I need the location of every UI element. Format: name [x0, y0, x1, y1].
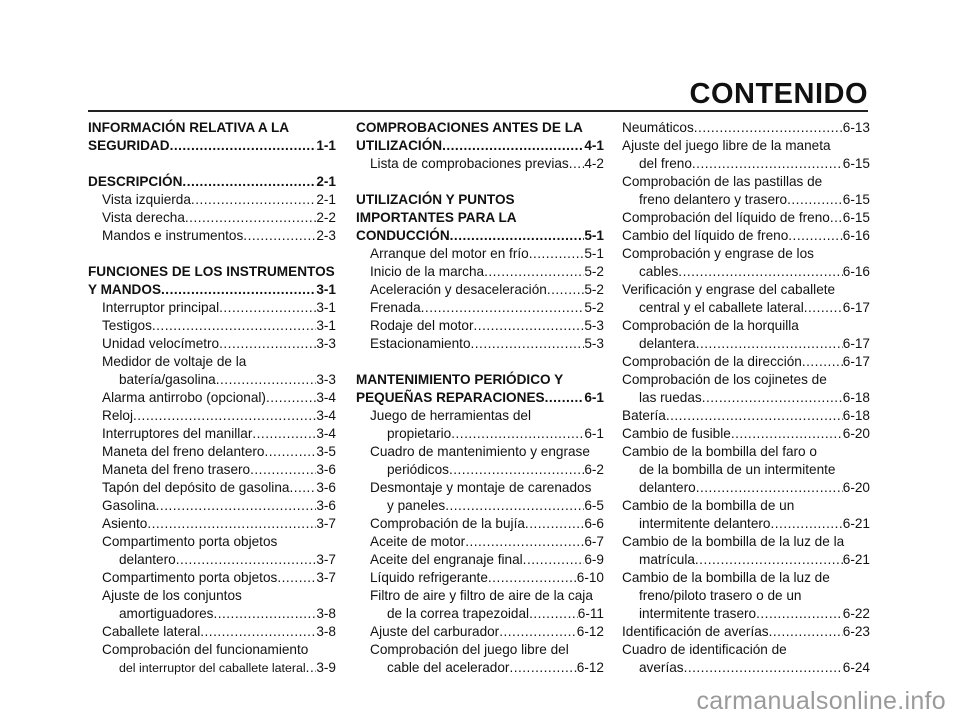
dot-leader	[678, 263, 842, 281]
dot-leader	[509, 659, 576, 677]
toc-entry-page: 6-12	[576, 624, 604, 639]
toc-entry[interactable]	[88, 335, 336, 353]
toc-entry-lead: Filtro de aire y filtro de aire de la caja	[370, 588, 593, 603]
toc-entry-text: Arranque del motor en frío	[370, 246, 529, 261]
dot-leader	[266, 389, 316, 407]
toc-entry-page: 6-7	[584, 534, 604, 549]
toc-entry[interactable]	[88, 209, 336, 227]
toc-entry-page: 6-1	[584, 426, 604, 441]
toc-entry-text: intermitente trasero	[639, 606, 757, 621]
toc-entry-page: 6-12	[576, 660, 604, 675]
toc-entry-text: de la correa trapezoidal	[387, 606, 530, 621]
toc-entry[interactable]	[356, 533, 604, 551]
toc-entry-page: 6-2	[584, 462, 604, 477]
toc-entry-text: Caballete lateral	[102, 624, 201, 639]
toc-entry-text: Unidad velocímetro	[102, 336, 220, 351]
dot-leader	[547, 281, 585, 299]
toc-entry-page: 3-6	[316, 480, 336, 495]
dot-leader	[213, 605, 316, 623]
toc-entry-lead: COMPROBACIONES ANTES DE LA	[356, 120, 583, 135]
toc-entry-text: Cambio de fusible	[622, 426, 731, 441]
toc-entry-page: 6-21	[842, 516, 870, 531]
toc-entry[interactable]	[88, 227, 336, 245]
toc-entry-lead: Compartimento porta objetos	[102, 534, 278, 549]
toc-entry[interactable]	[622, 371, 870, 407]
toc-entry-page: 3-8	[316, 624, 336, 639]
toc-entry-text: Estacionamiento	[370, 336, 471, 351]
dot-leader	[152, 317, 316, 335]
toc-entry-text: Comprobación de la bujía	[370, 516, 525, 531]
toc-entry-text: las ruedas	[639, 390, 702, 405]
toc-entry[interactable]	[88, 497, 336, 515]
dot-leader	[525, 515, 584, 533]
dot-leader	[449, 461, 584, 479]
toc-entry-lead: Comprobación del juego libre del	[370, 642, 569, 657]
toc-entry-page: 4-2	[584, 156, 604, 171]
dot-leader	[133, 407, 316, 425]
toc-entry-page: 5-2	[584, 264, 604, 279]
toc-entry[interactable]	[622, 137, 870, 173]
toc-entry[interactable]	[622, 533, 870, 569]
toc-entry[interactable]	[88, 299, 336, 317]
toc-entry-lead: IMPORTANTES PARA LA	[356, 210, 517, 225]
toc-entry-page: 3-7	[316, 552, 336, 567]
toc-entry-page: 6-15	[842, 156, 870, 171]
toc-entry-lead: Ajuste de los conjuntos	[102, 588, 242, 603]
dot-leader	[219, 335, 316, 353]
toc-entry-text: Vista derecha	[102, 210, 185, 225]
toc-entry-text: Interruptor principal	[102, 300, 220, 315]
toc-entry[interactable]	[88, 353, 336, 389]
toc-entry-text: Maneta del freno trasero	[102, 462, 251, 477]
toc-entry[interactable]	[356, 587, 604, 623]
dot-leader	[523, 551, 585, 569]
dot-leader	[243, 227, 316, 245]
toc-entry-lead: MANTENIMIENTO PERIÓDICO Y	[356, 372, 564, 387]
dot-leader	[250, 461, 316, 479]
toc-entry[interactable]	[356, 263, 604, 281]
dot-leader	[264, 443, 316, 461]
toc-entry-page: 6-13	[842, 120, 870, 135]
toc-entry-lead: Cambio de la bombilla del faro o	[622, 444, 817, 459]
toc-entry-text: batería/gasolina	[119, 372, 216, 387]
toc-entry-page: 4-1	[584, 138, 604, 153]
toc-entry[interactable]	[88, 479, 336, 497]
toc-entry-text: Vista izquierda	[102, 192, 191, 207]
dot-leader	[474, 317, 585, 335]
dot-leader	[804, 299, 843, 317]
toc-entry[interactable]	[88, 623, 336, 641]
toc-entry-lead: de la bombilla de un intermitente	[639, 462, 836, 477]
toc-entry-lead: Comprobación de las pastillas de	[622, 174, 823, 189]
toc-entry-lead: Cambio de la bombilla de un	[622, 498, 795, 513]
toc-entry[interactable]	[356, 155, 604, 173]
toc-entry-lead: INFORMACIÓN RELATIVA A LA	[88, 120, 290, 135]
toc-entry-page: 6-1	[584, 390, 604, 405]
toc-entry[interactable]	[622, 425, 870, 443]
toc-entry[interactable]	[88, 443, 336, 461]
toc-entry[interactable]	[88, 263, 336, 299]
toc-entry[interactable]	[622, 173, 870, 209]
toc-entry-text: freno delantero y trasero	[639, 192, 788, 207]
dot-leader	[161, 281, 316, 299]
toc-entry-page: 6-18	[842, 408, 870, 423]
toc-entry-text: matrícula	[639, 552, 695, 567]
toc-entry-text: central y el caballete lateral	[639, 300, 804, 315]
toc-entry[interactable]	[356, 191, 604, 245]
toc-entry-text: Inicio de la marcha	[370, 264, 485, 279]
toc-entry-lead: Comprobación del funcionamiento	[102, 642, 309, 657]
toc-entry-page: 6-5	[584, 498, 604, 513]
toc-entry[interactable]	[356, 569, 604, 587]
toc-entry[interactable]	[622, 245, 870, 281]
toc-entry[interactable]	[622, 497, 870, 533]
toc-entry-lead: Cuadro de mantenimiento y engrase	[370, 444, 590, 459]
toc-entry-page: 6-16	[842, 228, 870, 243]
toc-entry-text: SEGURIDAD	[88, 138, 170, 153]
toc-entry[interactable]	[88, 389, 336, 407]
dot-leader	[289, 479, 316, 497]
toc-entry[interactable]	[88, 425, 336, 443]
dot-leader	[484, 263, 584, 281]
toc-entry[interactable]	[356, 623, 604, 641]
toc-entry-page: 6-22	[842, 606, 870, 621]
dot-leader	[306, 659, 317, 677]
toc-entry-text: intermitente delantero	[639, 516, 771, 531]
dot-leader	[666, 407, 843, 425]
toc-entry-text: Gasolina	[102, 498, 156, 513]
toc-entry-lead: Comprobación y engrase de los	[622, 246, 814, 261]
toc-entry-lead: UTILIZACIÓN Y PUNTOS	[356, 192, 515, 207]
toc-entry-text: averías	[639, 660, 684, 675]
toc-entry-page: 6-17	[842, 354, 870, 369]
toc-entry-text: PEQUEÑAS REPARACIONES	[356, 390, 545, 405]
toc-entry-page: 6-23	[842, 624, 870, 639]
dot-leader	[170, 137, 317, 155]
toc-entry-text: UTILIZACIÓN	[356, 138, 443, 153]
toc-entry-text: propietario	[387, 426, 452, 441]
toc-entry[interactable]	[88, 569, 336, 587]
dot-leader	[569, 155, 585, 173]
toc-entry-page: 6-16	[842, 264, 870, 279]
dot-leader	[191, 191, 316, 209]
toc-entry-lead: FUNCIONES DE LOS INSTRUMENTOS	[88, 264, 335, 279]
toc-entry-page: 6-17	[842, 336, 870, 351]
toc-entry-page: 6-9	[584, 552, 604, 567]
dot-leader	[450, 227, 585, 245]
toc-entry-text: Reloj	[102, 408, 133, 423]
toc-entry-lead: Comprobación de los cojinetes de	[622, 372, 827, 387]
toc-entry-page: 2-3	[316, 228, 336, 243]
dot-leader	[692, 155, 843, 173]
toc-entry-text: Compartimento porta objetos	[102, 570, 278, 585]
toc-entry-text: del interruptor del caballete lateral	[119, 661, 306, 675]
toc-entry-lead: Cuadro de identificación de	[622, 642, 787, 657]
toc-entry[interactable]	[88, 317, 336, 335]
dot-leader	[545, 389, 585, 407]
toc-entry-page: 5-2	[584, 282, 604, 297]
toc-entry-page: 3-5	[316, 444, 336, 459]
dot-leader	[770, 515, 842, 533]
dot-leader	[216, 371, 317, 389]
dot-leader	[696, 479, 843, 497]
toc-entry-page: 3-9	[316, 660, 336, 675]
dot-leader	[156, 497, 317, 515]
toc-entry-page: 6-17	[842, 300, 870, 315]
toc-entry-lead: freno/piloto trasero o de un	[639, 588, 802, 603]
toc-entry[interactable]	[356, 371, 604, 407]
toc-entry[interactable]	[356, 299, 604, 317]
toc-entry-page: 1-1	[316, 138, 336, 153]
toc-entry[interactable]	[622, 317, 870, 353]
dot-leader	[529, 245, 585, 263]
dot-leader	[696, 335, 843, 353]
toc-entry-text: Líquido refrigerante	[370, 570, 488, 585]
toc-entry-page: 6-21	[842, 552, 870, 567]
toc-entry[interactable]	[88, 461, 336, 479]
toc-entry-page: 3-7	[316, 516, 336, 531]
toc-entry[interactable]	[356, 443, 604, 479]
dot-leader	[499, 623, 577, 641]
toc-entry-text: Comprobación de la dirección	[622, 354, 802, 369]
toc-entry[interactable]	[356, 407, 604, 443]
toc-entry-lead: Desmontaje y montaje de carenados	[370, 480, 592, 495]
toc-entry-page: 6-15	[842, 192, 870, 207]
dot-leader	[176, 551, 317, 569]
toc-entry-text: del freno	[639, 156, 692, 171]
toc-entry-text: Cambio del líquido de freno	[622, 228, 789, 243]
toc-entry-text: Frenada	[370, 300, 421, 315]
toc-entry-page: 3-1	[316, 300, 336, 315]
dot-leader	[769, 623, 843, 641]
toc-entry-page: 5-2	[584, 300, 604, 315]
toc-entry-page: 6-18	[842, 390, 870, 405]
toc-entry[interactable]	[622, 281, 870, 317]
page-title: CONTENIDO	[689, 78, 868, 110]
dot-leader	[731, 425, 843, 443]
toc-entry-page: 6-10	[576, 570, 604, 585]
toc-entry[interactable]	[356, 551, 604, 569]
toc-entry-text: Maneta del freno delantero	[102, 444, 265, 459]
toc-entry-page: 6-11	[577, 606, 604, 621]
toc-entry[interactable]	[88, 173, 336, 191]
toc-entry[interactable]	[356, 515, 604, 533]
toc-entry-page: 3-3	[316, 372, 336, 387]
title-rule	[88, 110, 868, 112]
dot-leader	[788, 227, 843, 245]
dot-leader	[702, 389, 843, 407]
dot-leader	[756, 605, 843, 623]
dot-leader	[185, 209, 316, 227]
toc-entry-lead: Ajuste del juego libre de la maneta	[622, 138, 831, 153]
toc-entry[interactable]	[622, 443, 870, 497]
dot-leader	[147, 515, 316, 533]
dot-leader	[277, 569, 316, 587]
toc-entry-page: 6-24	[842, 660, 870, 675]
toc-entry-page: 3-8	[316, 606, 336, 621]
dot-leader	[488, 569, 577, 587]
dot-leader	[695, 551, 843, 569]
toc-entry-text: cables	[639, 264, 679, 279]
toc-entry-text: Ajuste del carburador	[370, 624, 500, 639]
toc-entry-text: Alarma antirrobo (opcional)	[102, 390, 266, 405]
toc-entry[interactable]	[88, 191, 336, 209]
toc-entry[interactable]	[622, 119, 870, 137]
toc-entry-page: 5-1	[584, 246, 604, 261]
toc-entry[interactable]	[88, 515, 336, 533]
toc-entry-lead: Cambio de la bombilla de la luz de la	[622, 534, 845, 549]
toc-entry[interactable]	[622, 407, 870, 425]
toc-entry-page: 2-1	[316, 174, 336, 189]
toc-entry-text: delantera	[639, 336, 696, 351]
toc-entry[interactable]	[356, 335, 604, 353]
toc-entry-page: 2-2	[316, 210, 336, 225]
toc-entry-text: Aceleración y desaceleración	[370, 282, 547, 297]
dot-leader	[442, 137, 584, 155]
dot-leader	[787, 191, 843, 209]
toc-entry-page: 3-3	[316, 336, 336, 351]
toc-entry-text: y paneles	[387, 498, 446, 513]
toc-entry-page: 5-3	[584, 336, 604, 351]
toc-entry-text: Mandos e instrumentos	[102, 228, 244, 243]
toc-entry-text: amortiguadores	[119, 606, 214, 621]
dot-leader	[252, 425, 316, 443]
toc-entry[interactable]	[622, 623, 870, 641]
toc-entry-lead: Medidor de voltaje de la	[102, 354, 247, 369]
toc-entry[interactable]	[622, 353, 870, 371]
toc-column-2	[356, 119, 604, 677]
dot-leader	[694, 119, 843, 137]
toc-column-1	[88, 119, 336, 677]
toc-entry-page: 3-6	[316, 498, 336, 513]
toc-entry-text: Y MANDOS	[88, 282, 162, 297]
toc-entry-text: Comprobación del líquido de freno	[622, 210, 830, 225]
toc-entry-text: periódicos	[387, 462, 449, 477]
toc-entry[interactable]	[356, 281, 604, 299]
toc-entry-text: Asiento	[102, 516, 148, 531]
dot-leader	[200, 623, 316, 641]
dot-leader	[802, 353, 843, 371]
toc-entry-text: cable del acelerador	[387, 660, 510, 675]
toc-entry-page: 6-6	[584, 516, 604, 531]
toc-entry[interactable]	[356, 119, 604, 155]
toc-entry-lead: Verificación y engrase del caballete	[622, 282, 836, 297]
toc-entry-text: Neumáticos	[622, 120, 694, 135]
toc-entry[interactable]	[356, 479, 604, 515]
dot-leader	[529, 605, 578, 623]
toc-entry[interactable]	[622, 641, 870, 677]
toc-entry-lead: Juego de herramientas del	[370, 408, 531, 423]
toc-entry-page: 3-6	[316, 462, 336, 477]
dot-leader	[421, 299, 585, 317]
toc-entry-text: Rodaje del motor	[370, 318, 474, 333]
dot-leader	[451, 425, 584, 443]
toc-entry[interactable]	[356, 245, 604, 263]
dot-leader	[182, 173, 316, 191]
toc-entry-page: 3-4	[316, 408, 336, 423]
toc-entry-page: 3-1	[316, 282, 336, 297]
toc-entry-text: Aceite del engranaje final	[370, 552, 523, 567]
toc-column-3	[622, 119, 870, 677]
toc-entry[interactable]	[88, 119, 336, 155]
toc-entry-page: 2-1	[316, 192, 336, 207]
dot-leader	[445, 497, 584, 515]
toc-entry-text: Lista de comprobaciones previas	[370, 156, 569, 171]
toc-entry[interactable]	[356, 317, 604, 335]
toc-entry-text: DESCRIPCIÓN	[88, 174, 183, 189]
toc-entry-text: delantero	[119, 552, 176, 567]
toc-entry[interactable]	[622, 209, 870, 227]
toc-entry-page: 3-4	[316, 390, 336, 405]
toc-entry-text: delantero	[639, 480, 696, 495]
toc-entry[interactable]	[88, 641, 336, 677]
toc-entry-page: 3-7	[316, 570, 336, 585]
toc-entry-page: 5-1	[584, 228, 604, 243]
toc-entry-text: Batería	[622, 408, 666, 423]
toc-entry-text: CONDUCCIÓN	[356, 228, 450, 243]
toc-entry-page: 5-3	[584, 318, 604, 333]
toc-entry[interactable]	[88, 533, 336, 569]
toc-entry[interactable]	[622, 569, 870, 623]
toc-entry-page: 6-15	[842, 210, 870, 225]
toc-entry-text: Aceite de motor	[370, 534, 466, 549]
toc-entry[interactable]	[88, 587, 336, 623]
watermark: carmanualsonline.info	[696, 687, 946, 715]
dot-leader	[471, 335, 585, 353]
toc-entry-page: 3-1	[316, 318, 336, 333]
toc-entry-page: 6-20	[842, 426, 870, 441]
toc-entry[interactable]	[356, 641, 604, 677]
dot-leader	[465, 533, 584, 551]
toc-entry-text: Interruptores del manillar	[102, 426, 253, 441]
toc-entry-lead: Comprobación de la horquilla	[622, 318, 799, 333]
toc-entry[interactable]	[88, 407, 336, 425]
toc-entry[interactable]	[622, 227, 870, 245]
dot-leader	[830, 209, 843, 227]
toc-entry-text: Tapón del depósito de gasolina	[102, 480, 290, 495]
toc-entry-text: Testigos	[102, 318, 152, 333]
toc-entry-page: 3-4	[316, 426, 336, 441]
toc-entry-page: 6-20	[842, 480, 870, 495]
toc-entry-lead: Cambio de la bombilla de la luz de	[622, 570, 830, 585]
toc-entry-text: Identificación de averías	[622, 624, 769, 639]
dot-leader	[219, 299, 316, 317]
dot-leader	[684, 659, 843, 677]
